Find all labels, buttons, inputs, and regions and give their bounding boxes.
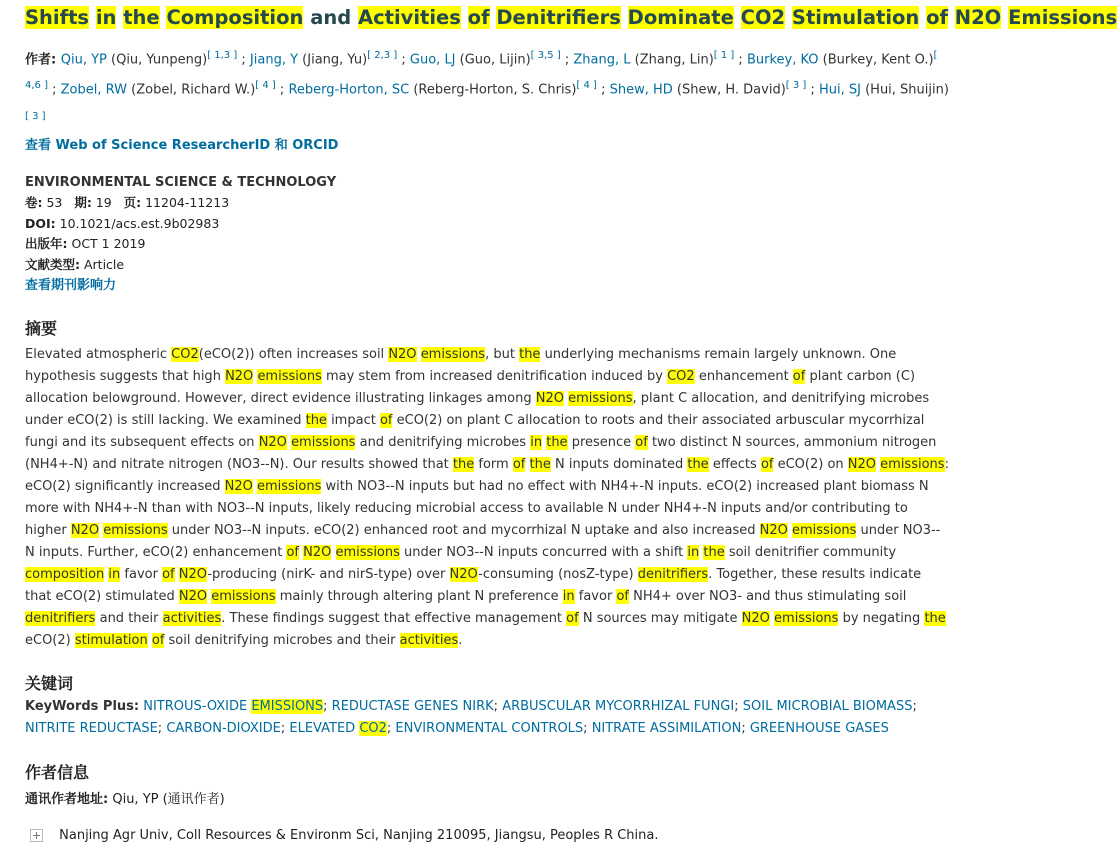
abstract-highlight: N2O bbox=[178, 566, 208, 582]
title-highlighted-word: N2O bbox=[954, 6, 1002, 29]
authors-block: 作者: Qiu, YP (Qiu, Yunpeng)[ 1,3 ] ; Jiang, Y (Jiang, Yu)[ 2,3 ] ; Guo, LJ (Guo, Lijin)[ 3,5 ] ; Zhang, L (Zhang, Lin)[ 1 ] ; Burkey, KO (Burkey, Kent O.)[ 4,6 ] ; Zobel, RW (Zobel, Richard W.)[ 4 ] ; Reberg-Horton, SC (Reberg-Horton, S. Chris)[ 4 ] ; Shew, HD (Shew, H. David)[ 3 ] ; Hui, SJ (Hui, Shuijin)[ 3 ] bbox=[25, 50, 949, 122]
title-highlighted-word: Denitrifiers bbox=[496, 6, 621, 29]
abstract-highlight: stimulation bbox=[74, 632, 148, 648]
keyword-link[interactable]: NITRATE ASSIMILATION bbox=[591, 720, 742, 736]
abstract-heading: 摘要 bbox=[25, 318, 58, 338]
abstract-highlight: of bbox=[286, 544, 299, 560]
researcher-id-link[interactable]: 查看 Web of Science ResearcherID 和 ORCID bbox=[25, 137, 339, 153]
abstract-highlight: N2O bbox=[741, 610, 770, 626]
keyword-link[interactable]: SOIL MICROBIAL BIOMASS bbox=[742, 698, 913, 714]
keyword-link[interactable]: CARBON-DIOXIDE bbox=[166, 720, 281, 736]
author-link[interactable]: Jiang, Y bbox=[249, 52, 299, 68]
abstract-highlight: of bbox=[792, 368, 806, 384]
title-highlighted-word: in bbox=[95, 6, 117, 29]
abstract-highlight: emissions bbox=[291, 434, 356, 450]
keyword-highlight: CO2 bbox=[359, 720, 387, 736]
issue-value: 19 bbox=[95, 195, 112, 211]
doctype-label: 文献类型: bbox=[25, 256, 80, 272]
abstract-highlight: emissions bbox=[335, 544, 400, 560]
abstract-highlight: N2O bbox=[388, 346, 417, 362]
abstract-highlight: the bbox=[529, 456, 551, 472]
keyword-link[interactable]: GREENHOUSE GASES bbox=[749, 720, 889, 736]
abstract-highlight: CO2 bbox=[171, 346, 199, 362]
address-value: Nanjing Agr Univ, Coll Resources & Environm Sci, Nanjing 210095, Jiangsu, Peoples R China. bbox=[59, 827, 659, 843]
author-link[interactable]: Qiu, YP bbox=[60, 52, 107, 68]
pubdate-row bbox=[25, 234, 950, 255]
title-text bbox=[461, 6, 468, 29]
keywords-plus-label: KeyWords Plus: bbox=[25, 698, 140, 714]
abstract-highlight: the bbox=[687, 456, 709, 472]
abstract-highlight: composition bbox=[25, 566, 105, 582]
corresponding-value: Qiu, YP (通讯作者) bbox=[112, 791, 225, 807]
abstract-highlight: denitrifiers bbox=[25, 610, 96, 626]
abstract-highlight: emissions bbox=[103, 522, 168, 538]
author-full-name: (Zobel, Richard W.) bbox=[131, 82, 256, 98]
title-text bbox=[621, 6, 628, 29]
abstract-highlight: emissions bbox=[792, 522, 857, 538]
abstract-highlight: N2O bbox=[225, 368, 254, 384]
keyword-link[interactable]: ELEVATED CO2 bbox=[289, 720, 387, 736]
abstract-highlight: in bbox=[562, 588, 575, 604]
pages-value: 11204-11213 bbox=[145, 195, 230, 211]
abstract-highlight: CO2 bbox=[667, 368, 695, 384]
volume-issue-pages bbox=[25, 193, 950, 214]
abstract-highlight: in bbox=[108, 566, 121, 582]
title-highlighted-word: Emissions bbox=[1008, 6, 1117, 29]
abstract-highlight: activities bbox=[399, 632, 459, 648]
abstract-highlight: N2O bbox=[224, 478, 253, 494]
abstract-highlight: N2O bbox=[303, 544, 332, 560]
keywords-heading: 关键词 bbox=[25, 673, 74, 693]
affiliation-ref[interactable]: [ 4 ] bbox=[576, 80, 597, 92]
author-link[interactable]: Hui, SJ bbox=[818, 82, 861, 98]
keyword-link[interactable]: NITRITE REDUCTASE bbox=[25, 720, 158, 736]
title-text: and bbox=[303, 6, 358, 29]
affiliation-ref[interactable]: [ 3 ] bbox=[25, 110, 46, 122]
volume-value: 53 bbox=[46, 195, 63, 211]
abstract-highlight: N2O bbox=[258, 434, 287, 450]
title-highlighted-word: Shifts bbox=[25, 6, 90, 29]
abstract-highlight: N2O bbox=[535, 390, 564, 406]
author-full-name: (Zhang, Lin) bbox=[634, 52, 714, 68]
affiliation-ref[interactable]: [ 2,3 ] bbox=[367, 50, 398, 61]
abstract-highlight: of bbox=[151, 632, 165, 648]
author-full-name: (Shew, H. David) bbox=[676, 82, 786, 98]
title-highlighted-word: Dominate bbox=[627, 6, 734, 29]
abstract-highlight: of bbox=[512, 456, 526, 472]
abstract-highlight: of bbox=[566, 610, 579, 626]
journal-name: ENVIRONMENTAL SCIENCE & TECHNOLOGY bbox=[25, 174, 337, 190]
doi-value: 10.1021/acs.est.9b02983 bbox=[59, 215, 220, 231]
doi-row bbox=[25, 214, 950, 235]
abstract-highlight: emissions bbox=[257, 368, 322, 384]
affiliation-ref[interactable]: [ 4 ] bbox=[255, 80, 276, 92]
abstract-highlight: emissions bbox=[568, 390, 633, 406]
authors-label: 作者: bbox=[25, 52, 61, 68]
keywords-list: NITROUS-OXIDE EMISSIONS; REDUCTASE GENES NIRK; ARBUSCULAR MYCORRHIZAL FUNGI; SOIL MICROBIAL BIOMASS; NITRITE REDUCTASE; CARBON-DIOXIDE; ELEVATED CO2; ENVIRONMENTAL CONTROLS; NITRATE ASSIMILATION; GREENHOUSE GASES bbox=[25, 698, 917, 736]
title-highlighted-word: of bbox=[467, 6, 490, 29]
issue-label: 期: bbox=[74, 195, 92, 211]
keyword-link[interactable]: NITROUS-OXIDE EMISSIONS bbox=[143, 698, 324, 714]
title-highlighted-word: CO2 bbox=[740, 6, 786, 29]
author-full-name: (Reberg-Horton, S. Chris) bbox=[413, 82, 577, 98]
article-title bbox=[25, 4, 1117, 31]
address-row bbox=[25, 826, 950, 846]
abstract-highlight: activities bbox=[162, 610, 222, 626]
keyword-link[interactable]: ENVIRONMENTAL CONTROLS bbox=[395, 720, 584, 736]
abstract-highlight: the bbox=[924, 610, 946, 626]
author-full-name: (Hui, Shuijin) bbox=[865, 82, 949, 98]
abstract-highlight: the bbox=[305, 412, 327, 428]
author-link[interactable]: Burkey, KO bbox=[746, 52, 819, 68]
author-link[interactable]: Reberg-Horton, SC bbox=[288, 82, 410, 98]
title-highlighted-word: the bbox=[123, 6, 160, 29]
affiliation-ref[interactable]: [ 3,5 ] bbox=[530, 50, 561, 61]
volume-label: 卷: bbox=[25, 195, 43, 211]
abstract-highlight: of bbox=[635, 434, 648, 450]
keyword-link[interactable]: ARBUSCULAR MYCORRHIZAL FUNGI bbox=[502, 698, 735, 714]
title-highlighted-word: Composition bbox=[166, 6, 304, 29]
abstract-highlight: the bbox=[452, 456, 475, 472]
title-highlighted-word: of bbox=[926, 6, 948, 29]
abstract-highlight: the bbox=[703, 544, 725, 560]
abstract-highlight: N2O bbox=[449, 566, 479, 582]
affiliation-ref[interactable]: [ 1 ] bbox=[713, 50, 735, 61]
pubdate-label: 出版年: bbox=[25, 236, 68, 252]
author-link[interactable]: Shew, HD bbox=[609, 82, 673, 98]
title-text bbox=[89, 6, 96, 29]
abstract-highlight: in bbox=[530, 434, 543, 450]
title-highlighted-word: Activities bbox=[357, 6, 461, 29]
source-info bbox=[25, 173, 950, 297]
expand-plus-icon[interactable] bbox=[30, 829, 43, 842]
abstract-highlight: N2O bbox=[178, 588, 208, 604]
abstract-highlight: emissions bbox=[256, 478, 322, 494]
author-full-name: (Jiang, Yu) bbox=[302, 52, 368, 68]
author-link[interactable]: Zobel, RW bbox=[60, 82, 127, 98]
abstract-highlight: emissions bbox=[774, 610, 839, 626]
doi-label: DOI: bbox=[25, 215, 56, 231]
doctype-row bbox=[25, 255, 950, 276]
pages-label: 页: bbox=[123, 195, 142, 211]
author-full-name: (Qiu, Yunpeng) bbox=[111, 52, 208, 68]
keyword-highlight: EMISSIONS bbox=[251, 698, 324, 714]
affiliation-ref[interactable]: [ 3 ] bbox=[785, 80, 807, 92]
journal-impact-link[interactable]: 查看期刊影响力 bbox=[25, 278, 117, 294]
keyword-link[interactable]: REDUCTASE GENES NIRK bbox=[331, 698, 494, 714]
keywords-plus bbox=[25, 696, 950, 740]
author-full-name: (Guo, Lijin) bbox=[459, 52, 531, 68]
abstract-highlight: the bbox=[546, 434, 568, 450]
abstract-highlight: of bbox=[162, 566, 175, 582]
author-info-heading: 作者信息 bbox=[25, 762, 90, 782]
abstract-highlight: emissions bbox=[880, 456, 945, 472]
abstract-highlight: N2O bbox=[759, 522, 788, 538]
affiliation-ref[interactable]: [ 4,6 ] bbox=[25, 50, 938, 92]
title-text bbox=[948, 6, 955, 29]
title-text bbox=[785, 6, 792, 29]
corresponding-label: 通讯作者地址: bbox=[25, 791, 109, 807]
abstract-highlight: in bbox=[687, 544, 700, 560]
doctype-value: Article bbox=[83, 256, 125, 272]
abstract-highlight: emissions bbox=[211, 588, 276, 604]
corresponding-author-row bbox=[25, 790, 950, 810]
abstract-highlight: of bbox=[616, 588, 629, 604]
abstract-text: Elevated atmospheric CO2(eCO(2)) often increases soil N2O emissions, but the underlying mechanisms remain largely unknown. One hypothesis suggests that high N2O emissions may stem from increased denitrification induced by CO2 enhancement of plant carbon (C) allocation belowground. However, direct evidence illustrating linkages among N2O emissions, plant C allocation, and denitrifying microbes under eCO(2) is still lacking. We examined the impact of eCO(2) on plant C allocation to roots and their associated arbuscular mycorrhizal fungi and its subsequent effects on N2O emissions and denitrifying microbes in the presence of two distinct N sources, ammonium nitrogen (NH4+-N) and nitrate nitrogen (NO3--N). Our results showed that the form of the N inputs dominated the effects of eCO(2) on N2O emissions: eCO(2) significantly increased N2O emissions with NO3--N inputs but had no effect with NH4+-N inputs. eCO(2) increased plant biomass N more with NH4+-N than with NO3--N inputs, likely reducing microbial access to available N under NH4+-N inputs and/or contributing to higher N2O emissions under NO3--N inputs. eCO(2) enhanced root and mycorrhizal N uptake and also increased N2O emissions under NO3--N inputs. Further, eCO(2) enhancement of N2O emissions under NO3--N inputs concurred with a shift in the soil denitrifier community composition in favor of N2O-producing (nirK- and nirS-type) over N2O-consuming (nosZ-type) denitrifiers. Together, these results indicate that eCO(2) stimulated N2O emissions mainly through altering plant N preference in favor of NH4+ over NO3- and thus stimulating soil denitrifiers and their activities. These findings suggest that effective management of N sources may mitigate N2O emissions by negating the eCO(2) stimulation of soil denitrifying microbes and their activities. bbox=[25, 346, 949, 648]
title-highlighted-word: Stimulation bbox=[791, 6, 920, 29]
abstract-highlight: emissions bbox=[420, 346, 486, 362]
abstract-highlight: the bbox=[519, 346, 541, 362]
author-link[interactable]: Zhang, L bbox=[573, 52, 631, 68]
abstract-highlight: of bbox=[760, 456, 774, 472]
author-link[interactable]: Guo, LJ bbox=[409, 52, 456, 68]
abstract-highlight: N2O bbox=[70, 522, 100, 538]
affiliation-ref[interactable]: [ 1,3 ] bbox=[207, 50, 238, 61]
title-text bbox=[734, 6, 741, 29]
author-full-name: (Burkey, Kent O.) bbox=[822, 52, 934, 68]
abstract-highlight: of bbox=[379, 412, 393, 428]
abstract-highlight: N2O bbox=[847, 456, 877, 472]
pubdate-value: OCT 1 2019 bbox=[71, 236, 146, 252]
abstract-highlight: denitrifiers bbox=[637, 566, 709, 582]
